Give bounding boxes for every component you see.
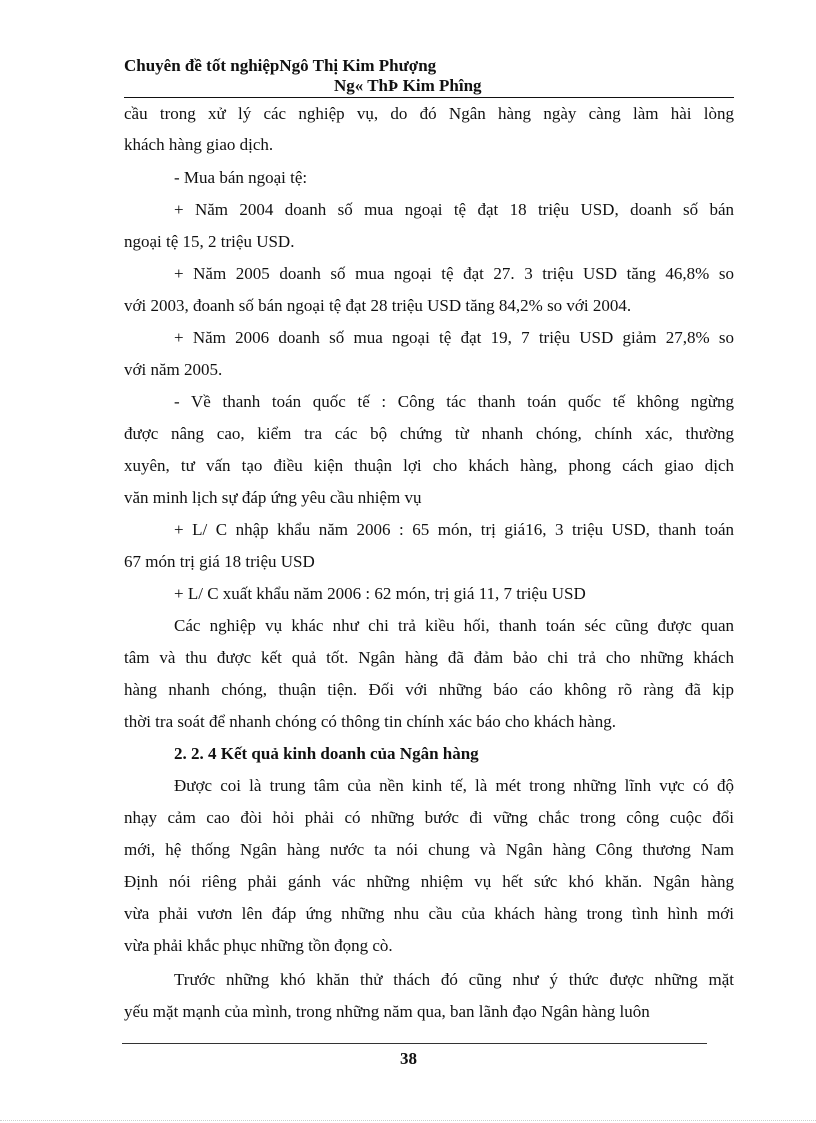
page-number: 38 <box>400 1049 417 1068</box>
text-line: - Mua bán ngoại tệ: <box>174 168 308 187</box>
text-line: + L/ C xuất khẩu năm 2006 : 62 món, trị giá 11, 7 triệu USD <box>174 584 586 603</box>
text-line: với 2003, đoanh số bán ngoại tệ đạt 28 triệu USD tăng 84,2% so với 2004. <box>124 296 632 315</box>
text-line: vừa phải khắc phục những tồn đọng cò. <box>124 936 393 955</box>
text-line: vừa phải vươn lên đáp ứng những nhu cầu của khách hàng trong tình hình mới <box>124 904 734 923</box>
text-line: Định nói riêng phải gánh vác những nhiệm vụ hết sức khó khăn. Ngân hàng <box>124 872 734 891</box>
text-line: Trước những khó khăn thử thách đó cũng như ý thức được những mặt <box>174 970 734 989</box>
text-line: mới, hệ thống Ngân hàng nước ta nói chung và Ngân hàng Công thương Nam <box>124 840 734 859</box>
text-line: cầu trong xử lý các nghiệp vụ, do đó Ngân hàng ngày càng làm hài lòng <box>124 104 734 123</box>
text-line: Được coi là trung tâm của nền kinh tế, là mét trong những lĩnh vực có độ <box>174 776 734 795</box>
text-line: được nâng cao, kiểm tra các bộ chứng từ nhanh chóng, chính xác, thường <box>124 424 734 443</box>
text-line: tâm và thu được kết quả tốt. Ngân hàng đã đảm bảo chi trả cho những khách <box>124 648 734 667</box>
text-line: ngoại tệ 15, 2 triệu USD. <box>124 232 295 251</box>
text-line: + Năm 2005 doanh số mua ngoại tệ đạt 27. 3 triệu USD tăng 46,8% so <box>174 264 734 283</box>
text-line: thời tra soát để nhanh chóng có thông tin chính xác báo cho khách hàng. <box>124 712 616 731</box>
text-line: hàng nhanh chóng, thuận tiện. Đối với những báo cáo không rõ ràng đã kịp <box>124 680 734 699</box>
section-heading: 2. 2. 4 Kết quả kinh doanh của Ngân hàng <box>174 744 479 763</box>
header-title: Chuyên đề tốt nghiệpNgô Thị Kim Phượng <box>124 56 437 75</box>
text-line: - Về thanh toán quốc tế : Công tác thanh toán quốc tế không ngừng <box>174 392 734 411</box>
footer-rule <box>122 1043 707 1044</box>
text-line: xuyên, tư vấn tạo điều kiện thuận lợi cho khách hàng, phong cách giao dịch <box>124 456 734 475</box>
text-line: yếu mặt mạnh của mình, trong những năm qua, ban lãnh đạo Ngân hàng luôn <box>124 1002 650 1021</box>
page-bottom-edge <box>0 1120 816 1121</box>
text-line: văn minh lịch sự đáp ứng yêu cầu nhiệm vụ <box>124 488 422 507</box>
header-garbled-author: Ng« ThÞ Kim Phîng <box>334 76 482 95</box>
text-line: nhạy cảm cao đòi hỏi phải có những bước đi vững chắc trong công cuộc đổi <box>124 808 734 827</box>
text-line: 67 món trị giá 18 triệu USD <box>124 552 315 571</box>
text-line: khách hàng giao dịch. <box>124 135 274 154</box>
text-line: Các nghiệp vụ khác như chi trả kiều hối, thanh toán séc cũng được quan <box>174 616 734 635</box>
text-line: với năm 2005. <box>124 360 223 379</box>
text-line: + L/ C nhập khẩu năm 2006 : 65 món, trị giá16, 3 triệu USD, thanh toán <box>174 520 734 539</box>
text-line: + Năm 2004 doanh số mua ngoại tệ đạt 18 triệu USD, doanh số bán <box>174 200 734 219</box>
text-line: + Năm 2006 doanh số mua ngoại tệ đạt 19, 7 triệu USD giảm 27,8% so <box>174 328 734 347</box>
